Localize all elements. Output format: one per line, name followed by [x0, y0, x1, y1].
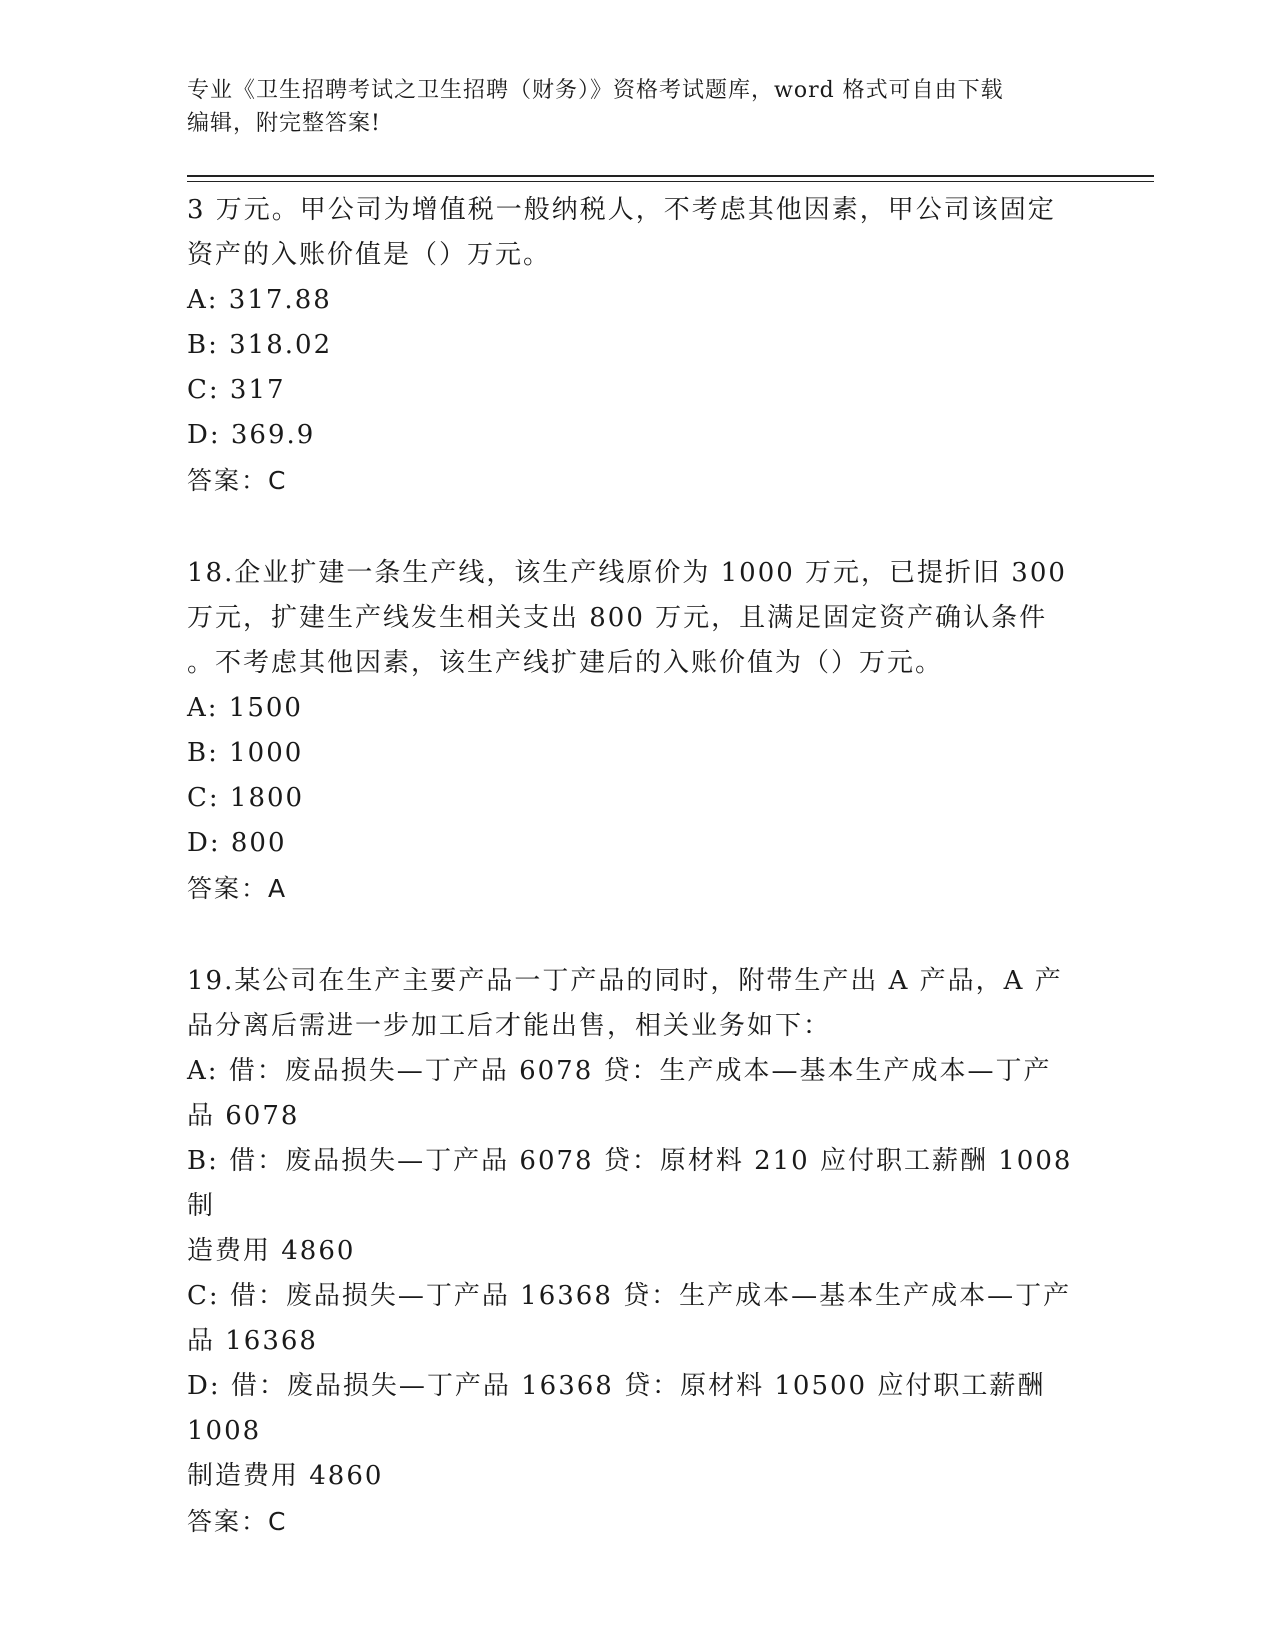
question-19-option-c-line-1: C: 借：废品损失—丁产品 16368 贷：生产成本—基本生产成本—丁产	[187, 1281, 1072, 1311]
question-content	[187, 188, 1087, 1544]
question-18-answer: 答案：A	[187, 874, 288, 903]
question-19-text-line-1: 19.某公司在生产主要产品一丁产品的同时，附带生产出 A 产品，A 产	[187, 966, 1063, 996]
question-19-option-c-line-2: 品 16368	[187, 1326, 318, 1356]
question-18-option-a: A: 1500	[187, 693, 303, 723]
question-19-option-b-line-2: 造费用 4860	[187, 1236, 356, 1266]
question-18-text-line-3: 。不考虑其他因素，该生产线扩建后的入账价值为（）万元。	[187, 648, 944, 678]
question-18-text-line-1: 18.企业扩建一条生产线，该生产线原价为 1000 万元，已提折旧 300	[187, 558, 1067, 588]
question-18-option-b: B: 1000	[187, 738, 304, 768]
question-19-option-a-line-1: A: 借：废品损失—丁产品 6078 贷：生产成本—基本生产成本—丁产	[187, 1056, 1052, 1086]
question-17-option-b: B: 318.02	[187, 330, 333, 360]
spacer	[187, 911, 1087, 959]
question-18-option-c: C: 1800	[187, 783, 305, 813]
question-19-option-b-line-1: B: 借：废品损失—丁产品 6078 贷：原材料 210 应付职工薪酬 1008 制	[187, 1146, 1073, 1221]
header-line-1: 专业《卫生招聘考试之卫生招聘（财务）》资格考试题库，word 格式可自由下载	[187, 78, 1004, 103]
question-19-option-d-line-1: D: 借：废品损失—丁产品 16368 贷：原材料 10500 应付职工薪酬 1008	[187, 1371, 1046, 1446]
question-17-option-a: A: 317.88	[187, 285, 332, 315]
header-divider-thick	[187, 175, 1154, 177]
question-19	[187, 959, 1087, 1544]
header-divider-thin	[187, 181, 1154, 182]
question-17-text-line-2: 资产的入账价值是（）万元。	[187, 240, 552, 270]
question-18	[187, 551, 1087, 911]
question-19-option-a-line-2: 品 6078	[187, 1101, 300, 1131]
question-19-option-d-line-2: 制造费用 4860	[187, 1461, 384, 1491]
question-17	[187, 188, 1087, 503]
spacer	[187, 503, 1087, 551]
question-17-option-d: D: 369.9	[187, 420, 316, 450]
question-17-answer: 答案：C	[187, 466, 288, 495]
question-18-text-line-2: 万元，扩建生产线发生相关支出 800 万元，且满足固定资产确认条件	[187, 603, 1048, 633]
question-19-answer: 答案：C	[187, 1507, 288, 1536]
question-17-option-c: C: 317	[187, 375, 286, 405]
question-18-option-d: D: 800	[187, 828, 287, 858]
header-line-2: 编辑，附完整答案!	[187, 111, 381, 136]
question-19-text-line-2: 品分离后需进一步加工后才能出售，相关业务如下：	[187, 1011, 832, 1041]
question-17-text-line-1: 3 万元。甲公司为增值税一般纳税人，不考虑其他因素，甲公司该固定	[187, 195, 1056, 225]
page-header	[187, 74, 1087, 140]
